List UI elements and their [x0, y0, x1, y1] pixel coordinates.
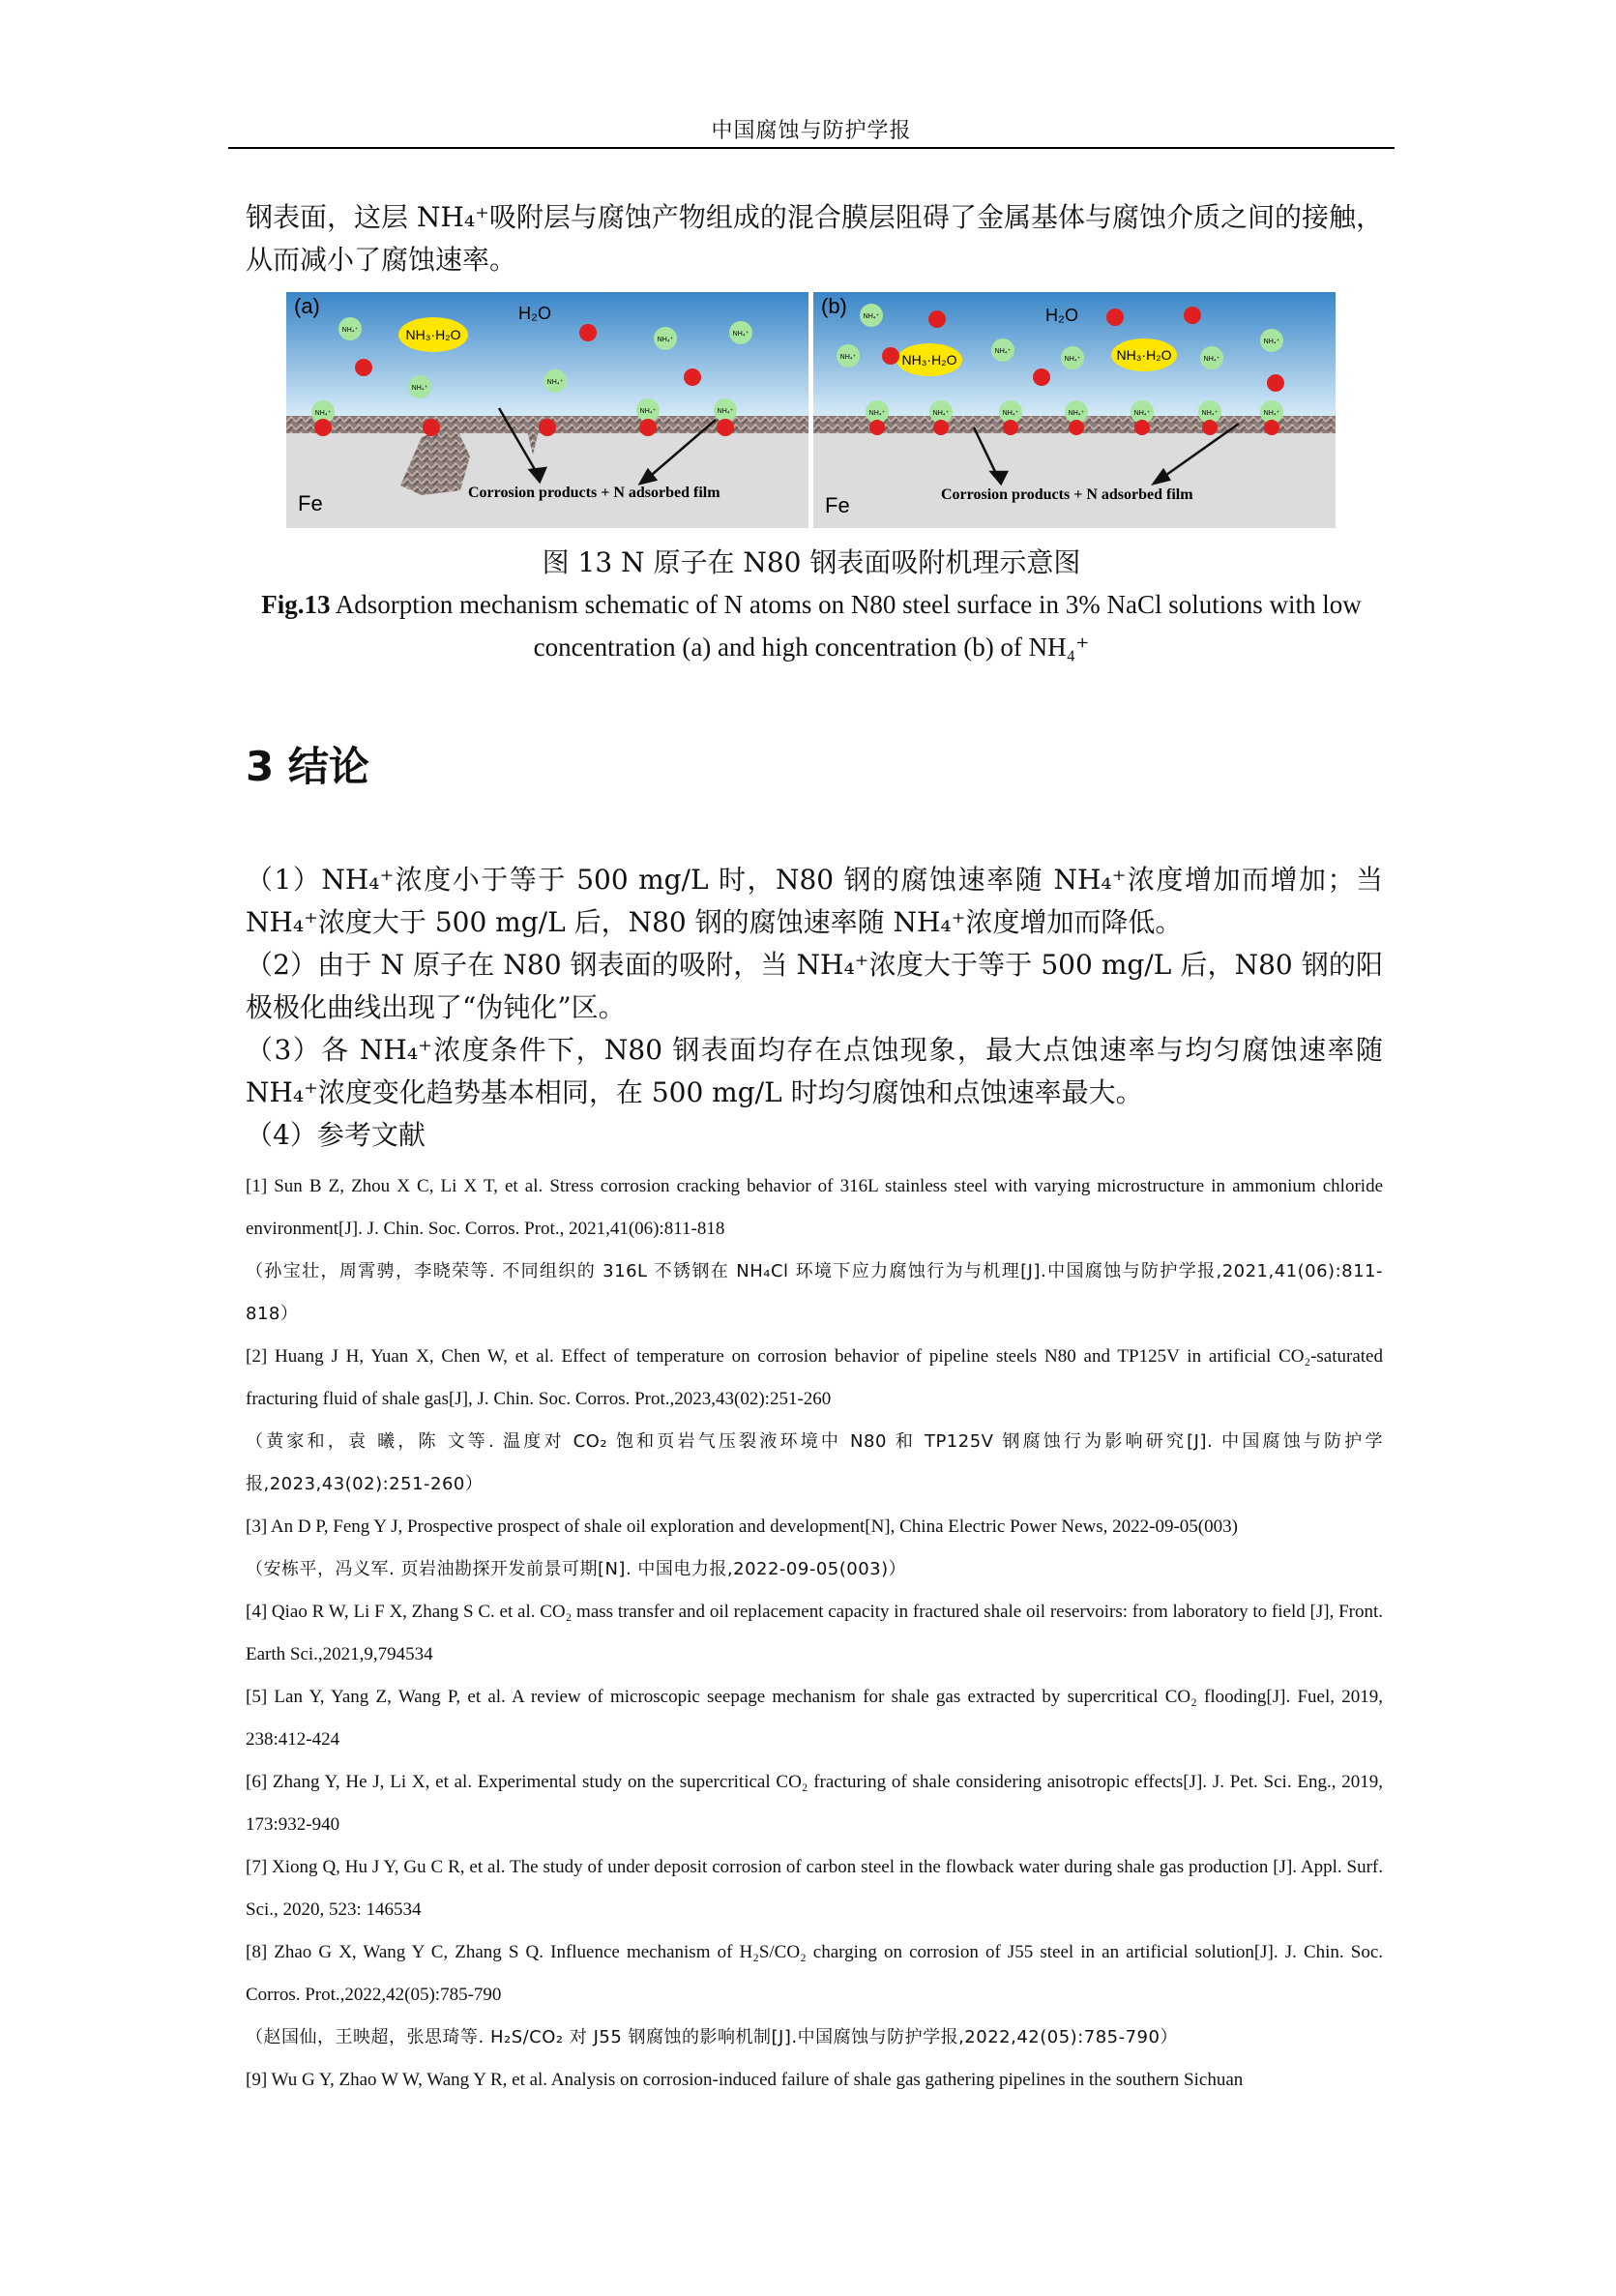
reference-entry: [4] Qiao R W, Li F X, Zhang S C. et al. CO₂ mass transfer and oil replacement capacity in fractured shale oil reservoirs: from laboratory to field [J], Front. Earth Sci.,2021,9,794534: [246, 1602, 1383, 1664]
reference-entry: [1] Sun B Z, Zhou X C, Li X T, et al. Stress corrosion cracking behavior of 316L stainless steel with varying microstructure in ammonium chloride environment[J]. J. Chin. Soc. Corros. Prot., 2021,41(06):811-818: [246, 1176, 1383, 1239]
panel-a-diagram: [286, 292, 808, 528]
svg-text:NH₄⁺: NH₄⁺: [639, 408, 657, 415]
conclusion-item: （1）NH₄⁺浓度小于等于 500 mg/L 时，N80 钢的腐蚀速率随 NH₄⁺浓度增加而增加；当 NH₄⁺浓度大于 500 mg/L 后，N80 钢的腐蚀速率随 NH₄⁺浓度增加而降低。: [246, 864, 1383, 938]
svg-text:NH₄⁺: NH₄⁺: [717, 408, 734, 415]
svg-text:NH₄⁺: NH₄⁺: [1133, 410, 1151, 417]
ammonia-label-1: NH₃·H₂O: [901, 352, 957, 368]
steel-substrate: [286, 433, 808, 528]
svg-text:NH₄⁺: NH₄⁺: [1263, 339, 1280, 345]
conclusion-item: （2）由于 N 原子在 N80 钢表面的吸附，当 NH₄⁺浓度大于等于 500 mg/L 后，N80 钢的阳极极化曲线出现了“伪钝化”区。: [246, 949, 1383, 1023]
reference-entry: [6] Zhang Y, He J, Li X, et al. Experimental study on the supercritical CO₂ fracturing of shale considering anisotropic effects[J]. J. Pet. Sci. Eng., 2019, 173:932-940: [246, 1772, 1383, 1835]
reference-entry: [2] Huang J H, Yuan X, Chen W, et al. Effect of temperature on corrosion behavior of pipeline steels N80 and TP125V in artificial CO₂-saturated fracturing fluid of shale gas[J], J. Chin. Soc. Corros. Prot.,2023,43(02):251-260: [246, 1346, 1383, 1409]
water-label: H₂O: [1045, 306, 1078, 325]
svg-text:NH₄⁺: NH₄⁺: [1068, 410, 1085, 417]
reference-entry: [9] Wu G Y, Zhao W W, Wang Y R, et al. Analysis on corrosion-induced failure of shale gas gathering pipelines in the southern Sichuan: [246, 2070, 1244, 2090]
svg-text:NH₄⁺: NH₄⁺: [1002, 410, 1019, 417]
figure-panel-a: [286, 292, 808, 528]
svg-text:NH₄⁺: NH₄⁺: [341, 327, 359, 334]
svg-text:NH₄⁺: NH₄⁺: [732, 331, 749, 338]
svg-text:NH₄⁺: NH₄⁺: [863, 313, 880, 320]
figure-panel-b: [813, 292, 1336, 528]
svg-text:NH₄⁺: NH₄⁺: [932, 410, 950, 417]
figure-caption-en: [228, 583, 1395, 668]
reference-entry-cn: （安栋平，冯义军. 页岩油勘探开发前景可期[N]. 中国电力报,2022-09-05(003)）: [246, 1559, 907, 1579]
svg-text:NH₄⁺: NH₄⁺: [411, 385, 428, 392]
figure-caption-text: Adsorption mechanism schematic of N atoms on N80 steel surface in 3% NaCl solutions with low concentration (a) and high concentration (b) of NH₄⁺: [335, 590, 1362, 662]
panel-b-diagram: [813, 292, 1336, 528]
ammonia-label-2: NH₃·H₂O: [1116, 347, 1172, 363]
substrate-label: Fe: [825, 493, 850, 517]
svg-text:NH₄⁺: NH₄⁺: [994, 348, 1012, 355]
film-label: Corrosion products + N adsorbed film: [941, 486, 1193, 503]
svg-text:NH₄⁺: NH₄⁺: [546, 379, 564, 386]
running-head: 中国腐蚀与防护学报: [711, 119, 912, 143]
reference-entry: [8] Zhao G X, Wang Y C, Zhang S Q. Influence mechanism of H₂S/CO₂ charging on corrosion of J55 steel in an artificial solution[J]. J. Chin. Soc. Corros. Prot.,2022,42(05):785-790: [246, 1942, 1383, 2005]
reference-entry-cn: （孙宝壮，周霄骋，李晓荣等. 不同组织的 316L 不锈钢在 NH₄Cl 环境下应力腐蚀行为与机理[J].中国腐蚀与防护学报,2021,41(06):811-818）: [246, 1261, 1383, 1324]
header-rule: [228, 147, 1395, 149]
steel-substrate: [813, 433, 1336, 528]
svg-text:NH₄⁺: NH₄⁺: [1203, 356, 1220, 363]
ammonia-label: NH₃·H₂O: [405, 327, 461, 342]
figure-caption-cn: 图 13 N 原子在 N80 钢表面吸附机理示意图: [542, 546, 1081, 578]
svg-text:NH₄⁺: NH₄⁺: [868, 410, 886, 417]
svg-text:NH₄⁺: NH₄⁺: [839, 354, 857, 361]
svg-text:NH₄⁺: NH₄⁺: [1201, 410, 1219, 417]
conclusions-list: [246, 859, 1383, 1157]
water-label: H₂O: [518, 304, 551, 323]
figure-caption-label: Fig.13: [261, 590, 331, 619]
reference-list: [246, 1165, 1383, 2102]
figure-13: [286, 292, 1336, 528]
reference-entry: [7] Xiong Q, Hu J Y, Gu C R, et al. The study of under deposit corrosion of carbon steel in the flowback water during shale gas production [J]. Appl. Surf. Sci., 2020, 523: 146534: [246, 1857, 1383, 1920]
film-label: Corrosion products + N adsorbed film: [468, 485, 720, 501]
substrate-label: Fe: [298, 491, 323, 515]
panel-b-label: (b): [821, 294, 847, 318]
conclusion-item: （3）各 NH₄⁺浓度条件下，N80 钢表面均存在点蚀现象，最大点蚀速率与均匀腐蚀速率随 NH₄⁺浓度变化趋势基本相同，在 500 mg/L 时均匀腐蚀和点蚀速率最大。: [246, 1034, 1383, 1108]
section-title: 3 结论: [246, 743, 369, 790]
reference-entry-cn: （赵国仙，王映超，张思琦等. H₂S/CO₂ 对 J55 钢腐蚀的影响机制[J].中国腐蚀与防护学报,2022,42(05):785-790）: [246, 2027, 1178, 2047]
svg-text:NH₄⁺: NH₄⁺: [1263, 410, 1280, 417]
svg-text:NH₄⁺: NH₄⁺: [1064, 356, 1081, 363]
reference-entry-cn: （黄家和，袁 曦，陈 文等. 温度对 CO₂ 饱和页岩气压裂液环境中 N80 和 TP125V 钢腐蚀行为影响研究[J]. 中国腐蚀与防护学报,2023,43(02):251-260）: [246, 1431, 1383, 1494]
svg-text:NH₄⁺: NH₄⁺: [314, 410, 332, 417]
panel-a-label: (a): [294, 294, 320, 318]
reference-entry: [5] Lan Y, Yang Z, Wang P, et al. A review of microscopic seepage mechanism for shale gas extracted by supercritical CO₂ flooding[J]. Fuel, 2019, 238:412-424: [246, 1687, 1383, 1750]
svg-text:NH₄⁺: NH₄⁺: [657, 337, 674, 343]
reference-entry: [3] An D P, Feng Y J, Prospective prospect of shale oil exploration and development[N], China Electric Power News, 2022-09-05(003): [246, 1516, 1238, 1537]
conclusion-item: （4）参考文献: [246, 1119, 426, 1151]
intro-paragraph: 钢表面，这层 NH₄⁺吸附层与腐蚀产物组成的混合膜层阻碍了金属基体与腐蚀介质之间的接触，从而减小了腐蚀速率。: [246, 201, 1383, 276]
